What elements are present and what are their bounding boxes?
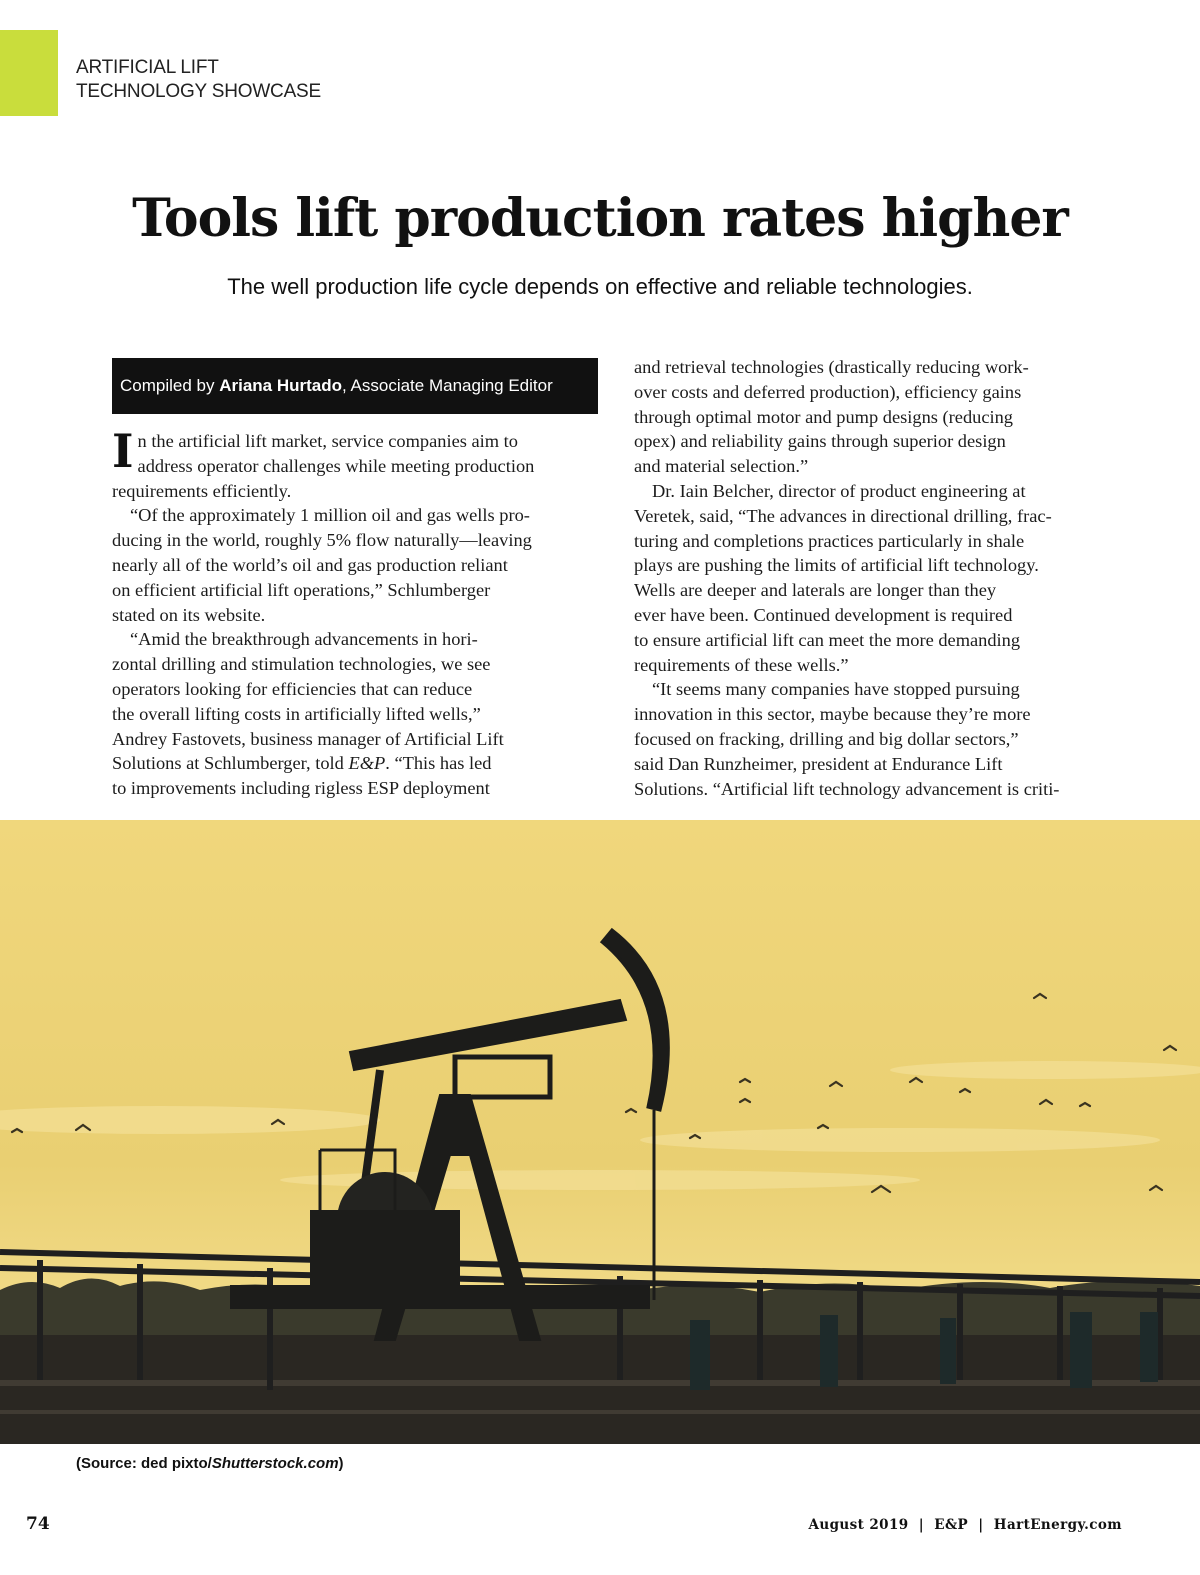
body-column-left — [112, 424, 602, 801]
caption-suffix: ) — [338, 1455, 344, 1472]
body-line: nearly all of the world’s oil and gas production reliant — [112, 554, 508, 575]
body-line: n the artificial lift market, service companies aim to — [137, 431, 518, 451]
byline-title: , Associate Managing Editor — [342, 376, 553, 395]
body-line: operators looking for efficiencies that can reduce — [112, 678, 473, 699]
body-line: on efficient artificial lift operations,” Schlumberger — [112, 579, 491, 600]
section-label — [76, 56, 321, 104]
body-line: address operator challenges while meeting production — [137, 455, 535, 476]
body-line: turing and completions practices particularly in shale — [634, 530, 1025, 551]
body-line: opex) and reliability gains through superior design — [634, 431, 1006, 452]
page-number: 74 — [26, 1514, 50, 1534]
body-line: Andrey Fastovets, business manager of Artificial Lift — [112, 728, 504, 749]
body-line: Dr. Iain Belcher, director of product engineering at — [652, 480, 1026, 501]
photo-caption — [76, 1455, 344, 1472]
body-text: Solutions at Schlumberger, told — [112, 753, 349, 774]
ground — [0, 1335, 1200, 1444]
footer-issue-line: August 2019 | E&P | HartEnergy.com — [808, 1517, 1122, 1533]
byline-author: Ariana Hurtado — [219, 376, 343, 395]
body-line: “Of the approximately 1 million oil and gas wells pro- — [130, 505, 530, 526]
body-line — [112, 751, 602, 776]
body-line: innovation in this sector, maybe because they’re more — [634, 704, 1031, 725]
body-line: to ensure artificial lift can meet the more demanding — [634, 629, 1021, 650]
body-line: “Amid the breakthrough advancements in hori- — [130, 629, 478, 650]
body-line: ducing in the world, roughly 5% flow naturally—leaving — [112, 530, 532, 551]
pumpjack-photo — [0, 820, 1200, 1444]
body-line: “It seems many companies have stopped pursuing — [652, 679, 1020, 700]
body-line: plays are pushing the limits of artificial lift technology. — [634, 555, 1039, 576]
body-line: said Dan Runzheimer, president at Endurance Lift — [634, 753, 1003, 774]
section-label-line1: ARTIFICIAL LIFT — [76, 57, 219, 78]
body-line: stated on its website. — [112, 604, 266, 625]
article-deck: The well production life cycle depends on effective and reliable technologies. — [227, 274, 973, 299]
body-line: through optimal motor and pump designs (reducing — [634, 406, 1013, 427]
article-headline: Tools lift production rates higher — [132, 188, 1068, 249]
body-line: Wells are deeper and laterals are longer than they — [634, 580, 997, 601]
body-line: and material selection.” — [634, 456, 809, 477]
body-column-right — [634, 355, 1124, 801]
body-line: ever have been. Continued development is required — [634, 604, 1013, 625]
caption-credit: Shutterstock.com — [211, 1455, 339, 1472]
body-line: and retrieval technologies (drastically reducing work- — [634, 357, 1029, 377]
body-line: requirements of these wells.” — [634, 654, 849, 675]
section-label-line2: TECHNOLOGY SHOWCASE — [76, 81, 321, 102]
caption-prefix: (Source: ded pixto/ — [76, 1455, 212, 1472]
body-line: requirements efficiently. — [112, 480, 292, 501]
body-text: . “This has led — [385, 753, 492, 774]
byline-prefix: Compiled by — [120, 376, 220, 395]
publication-name: E&P — [348, 753, 386, 774]
body-line: Veretek, said, “The advances in directional drilling, frac- — [634, 505, 1052, 526]
body-line: the overall lifting costs in artificially lifted wells,” — [112, 703, 481, 724]
drop-cap: I — [112, 424, 134, 478]
section-color-tab — [0, 30, 58, 116]
body-line: focused on fracking, drilling and big dollar sectors,” — [634, 728, 1019, 749]
body-line: Solutions. “Artificial lift technology advancement is criti- — [634, 778, 1060, 799]
body-line: over costs and deferred production), efficiency gains — [634, 381, 1022, 402]
body-line: to improvements including rigless ESP deployment — [112, 778, 490, 799]
byline-box — [112, 358, 598, 414]
body-line: zontal drilling and stimulation technologies, we see — [112, 654, 491, 675]
